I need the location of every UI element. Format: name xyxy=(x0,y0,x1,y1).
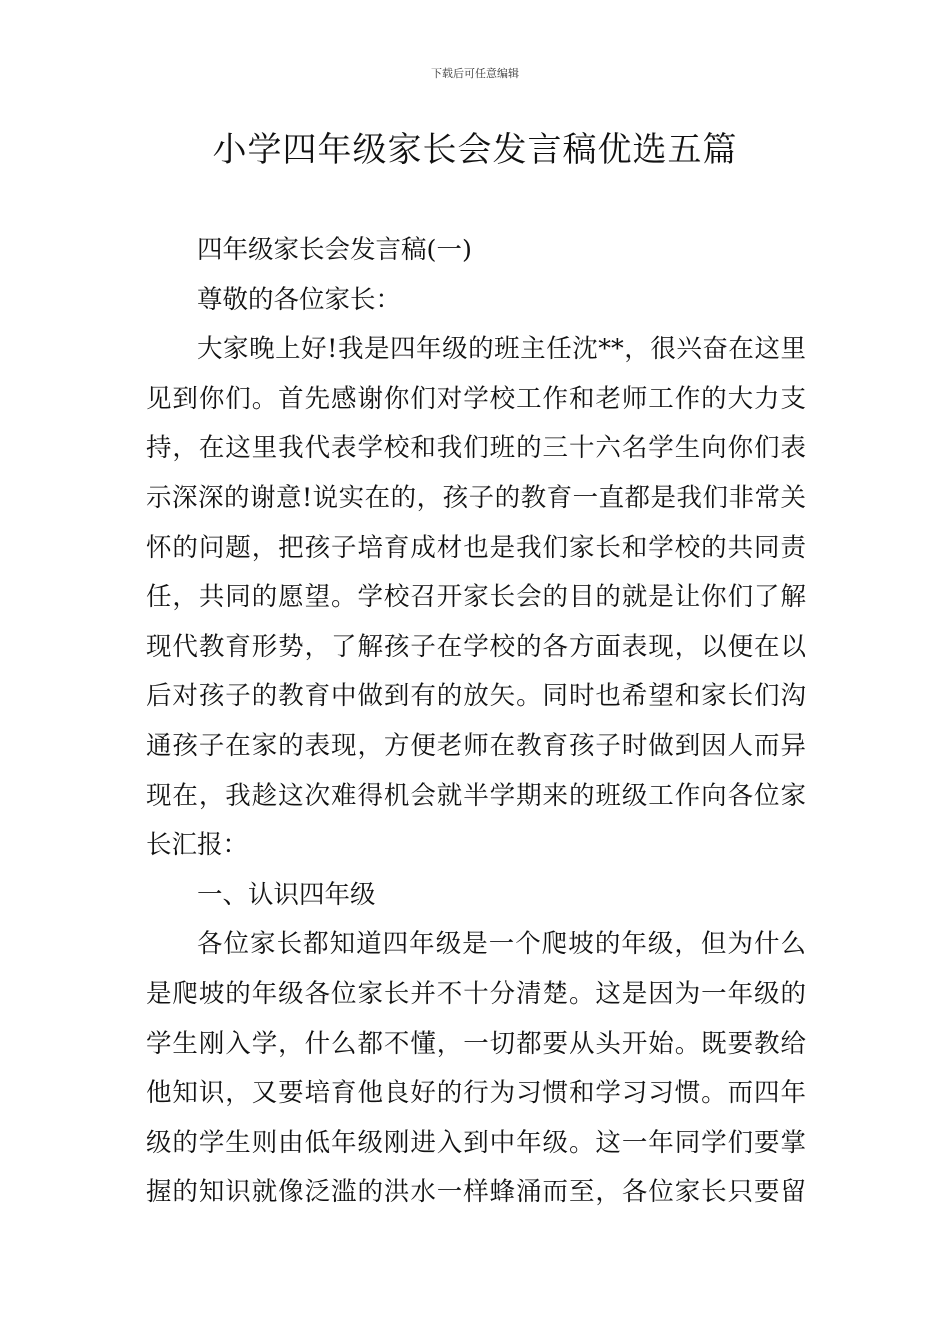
section-heading: 四年级家长会发言稿(一) xyxy=(197,235,472,265)
paragraph-line: 任，共同的愿望。学校召开家长会的目的就是让你们了解 xyxy=(146,582,806,613)
paragraph-line: 握的知识就像泛滥的洪水一样蜂涌而至，各位家长只要留 xyxy=(146,1177,806,1208)
paragraph-line: 级的学生则由低年级刚进入到中年级。这一年同学们要掌 xyxy=(146,1127,806,1158)
paragraph-line: 示深深的谢意!说实在的，孩子的教育一直都是我们非常关 xyxy=(146,482,806,513)
paragraph-line: 通孩子在家的表现，方便老师在教育孩子时做到因人而异 xyxy=(146,730,806,761)
document-title: 小学四年级家长会发言稿优选五篇 xyxy=(212,130,738,170)
salutation: 尊敬的各位家长： xyxy=(197,284,402,315)
paragraph-line: 长汇报： xyxy=(146,830,249,861)
paragraph-line: 后对孩子的教育中做到有的放矢。同时也希望和家长们沟 xyxy=(146,681,806,712)
paragraph-line: 怀的问题，把孩子培育成材也是我们家长和学校的共同责 xyxy=(146,532,806,563)
subsection-heading: 一、认识四年级 xyxy=(197,879,376,910)
document-body xyxy=(146,226,806,1218)
paragraph-line: 持，在这里我代表学校和我们班的三十六名学生向你们表 xyxy=(146,433,806,464)
paragraph-line: 各位家长都知道四年级是一个爬坡的年级，但为什么 xyxy=(197,929,806,960)
paragraph-line: 现代教育形势，了解孩子在学校的各方面表现，以便在以 xyxy=(146,631,806,662)
paragraph-line: 大家晚上好!我是四年级的班主任沈**，很兴奋在这里 xyxy=(197,334,806,365)
paragraph-line: 他知识，又要培育他良好的行为习惯和学习习惯。而四年 xyxy=(146,1078,806,1109)
page-header-note: 下载后可任意编辑 xyxy=(431,67,519,80)
paragraph-line: 见到你们。首先感谢你们对学校工作和老师工作的大力支 xyxy=(146,383,806,414)
paragraph-line: 现在，我趁这次难得机会就半学期来的班级工作向各位家 xyxy=(146,780,806,811)
paragraph-line: 学生刚入学，什么都不懂，一切都要从头开始。既要教给 xyxy=(146,1028,806,1059)
paragraph-line: 是爬坡的年级各位家长并不十分清楚。这是因为一年级的 xyxy=(146,978,806,1009)
